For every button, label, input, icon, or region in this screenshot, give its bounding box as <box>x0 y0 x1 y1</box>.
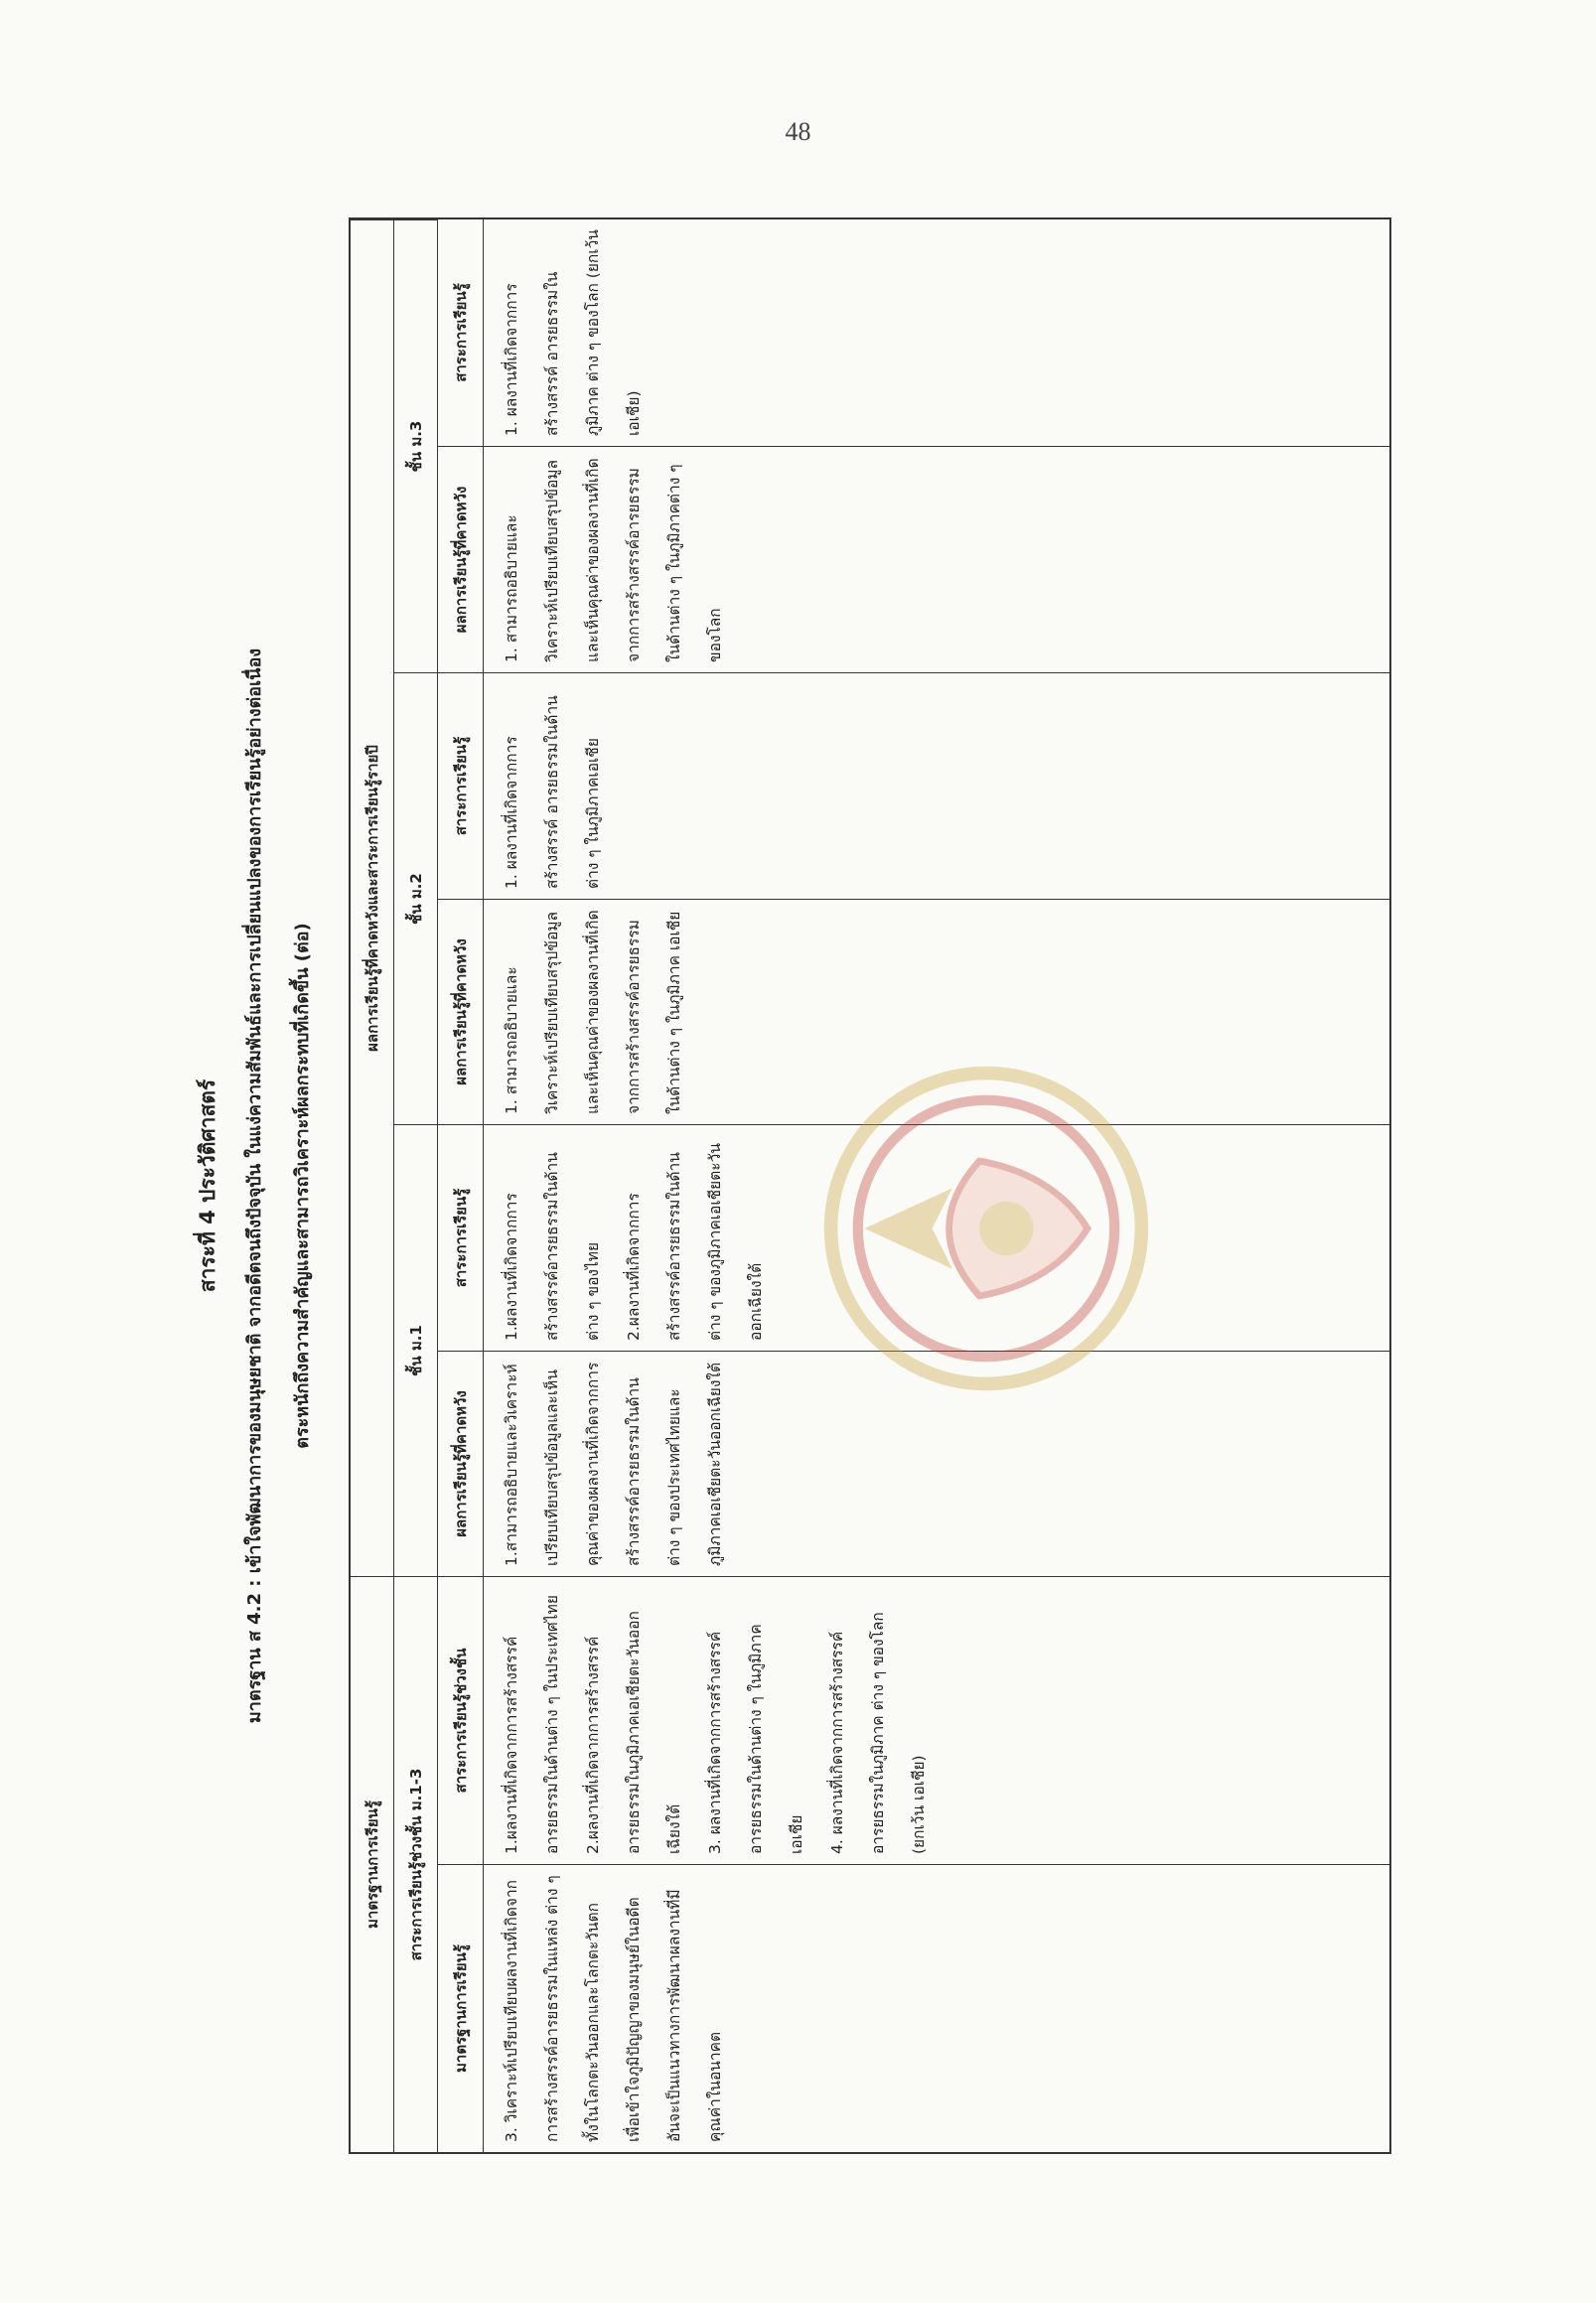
header-standards-sub: สาระการเรียนรู้ช่วงชั้น ม.1-3 <box>394 1576 438 2152</box>
page-number: 48 <box>785 117 811 146</box>
cell-standard: 3. วิเคราะห์เปรียบเทียบผลงานที่เกิดจากการสร้างสรรค์อารยธรรมในแหล่ง ต่าง ๆ ทั้งในโลกตะวันออกและโลกตะวันตก เพื่อเข้าใจภูมิปัญญาของมนุษย์ในอดีต อันจะเป็นแนวทางการพัฒนาผลงานที่มีคุณค่าในอนาคต <box>503 1870 724 2142</box>
col-header-m3-content: สาระการเรียนรู้ <box>438 219 484 446</box>
rotated-page-content <box>188 217 1394 2154</box>
cell-content-range: 1.ผลงานที่เกิดจากการสร้างสรรค์อารยธรรมในด้านต่าง ๆ ในประเทศไทย 2.ผลงานที่เกิดจากการสร้างสรรค์อารยธรรมในภูมิภาคเอเชียตะวันออกเฉียงใต้ 3. ผลงานที่เกิดจากการสร้างสรรค์ อารยธรรมในด้านต่าง ๆ ในภูมิภาคเอเชีย 4. ผลงานที่เกิดจากการสร้างสรรค์อารยธรรมในภูมิภาค ต่าง ๆ ของโลก (ยกเว้น เอเชีย) <box>503 1595 928 1854</box>
cell-m1-content: 1.ผลงานที่เกิดจากการสร้างสรรค์อารยธรรมในด้านต่าง ๆ ของไทย 2.ผลงานที่เกิดจากการสร้างสรรค์อารยธรรมในด้านต่าง ๆ ของภูมิภาคเอเชียตะวันออกเฉียงใต้ <box>503 1143 765 1341</box>
col-header-m2-outcome: ผลการเรียนรู้ที่คาดหวัง <box>438 899 484 1124</box>
header-grade-m3: ชั้น ม.3 <box>394 219 438 672</box>
curriculum-table <box>349 217 1391 2154</box>
col-header-m1-outcome: ผลการเรียนรู้ที่คาดหวัง <box>438 1351 484 1576</box>
col-header-m3-outcome: ผลการเรียนรู้ที่คาดหวัง <box>438 446 484 672</box>
col-header-standard: มาตรฐานการเรียนรู้ <box>438 1864 484 2152</box>
col-header-content-range: สาระการเรียนรู้ช่วงชั้น <box>438 1576 484 1864</box>
col-header-m2-content: สาระการเรียนรู้ <box>438 672 484 899</box>
header-outcomes-group: ผลการเรียนรู้ที่คาดหวังและสาระการเรียนรู้รายปี <box>351 219 394 1576</box>
cell-m2-outcome: 1. สามารถอธิบายและวิเคราะห์เปรียบเทียบสรุปข้อมูลและเห็นคุณค่าของผลงานที่เกิดจากการสร้างสรรค์อารยธรรมในด้านต่าง ๆ ในภูมิภาค เอเชีย <box>503 910 683 1114</box>
standard-statement: มาตรฐาน ส 4.2 : เข้าใจพัฒนาการของมนุษยชาติ จากอดีตจนถึงปัจจุบัน ในแง่ความสัมพันธ์และการเปลี่ยนแปลงของการเรียนรู้อย่างต่อเนื่อง <box>244 648 265 1724</box>
header-standards-group: มาตรฐานการเรียนรู้ <box>351 1576 394 2152</box>
cell-m3-outcome: 1. สามารถอธิบายและวิเคราะห์เปรียบเทียบสรุปข้อมูลและเห็นคุณค่าของผลงานที่เกิดจากการสร้างสรรค์อารยธรรมในด้านต่าง ๆ ในภูมิภาคต่าง ๆ ของโลก <box>503 458 724 662</box>
cell-m2-content: 1. ผลงานที่เกิดจากการสร้างสรรค์ อารยธรรมในด้านต่าง ๆ ในภูมิภาคเอเชีย <box>503 695 602 889</box>
header-grade-m2: ชั้น ม.2 <box>394 672 438 1124</box>
col-header-m1-content: สาระการเรียนรู้ <box>438 1124 484 1351</box>
strand-title: สาระที่ 4 ประวัติศาสตร์ <box>196 1079 219 1293</box>
cell-m3-content: 1. ผลงานที่เกิดจากการสร้างสรรค์ อารยธรรมในภูมิภาค ต่าง ๆ ของโลก (ยกเว้น เอเชีย) <box>503 224 643 436</box>
cell-m1-outcome: 1.สามารถอธิบายและวิเคราะห์เปรียบเทียบสรุปข้อมูลและเห็นคุณค่าของผลงานที่เกิดจากการสร้างสรรค์อารยธรรมในด้านต่าง ๆ ของประเทศไทยและภูมิภาคเอเชียตะวันออกเฉียงใต้ <box>503 1362 724 1566</box>
school-seal-watermark <box>817 1060 1155 1397</box>
standard-statement-continued: ตระหนักถึงความสำคัญและสามารถวิเคราะห์ผลกระทบที่เกิดขึ้น (ต่อ) <box>292 923 313 1449</box>
header-grade-m1: ชั้น ม.1 <box>394 1124 438 1576</box>
